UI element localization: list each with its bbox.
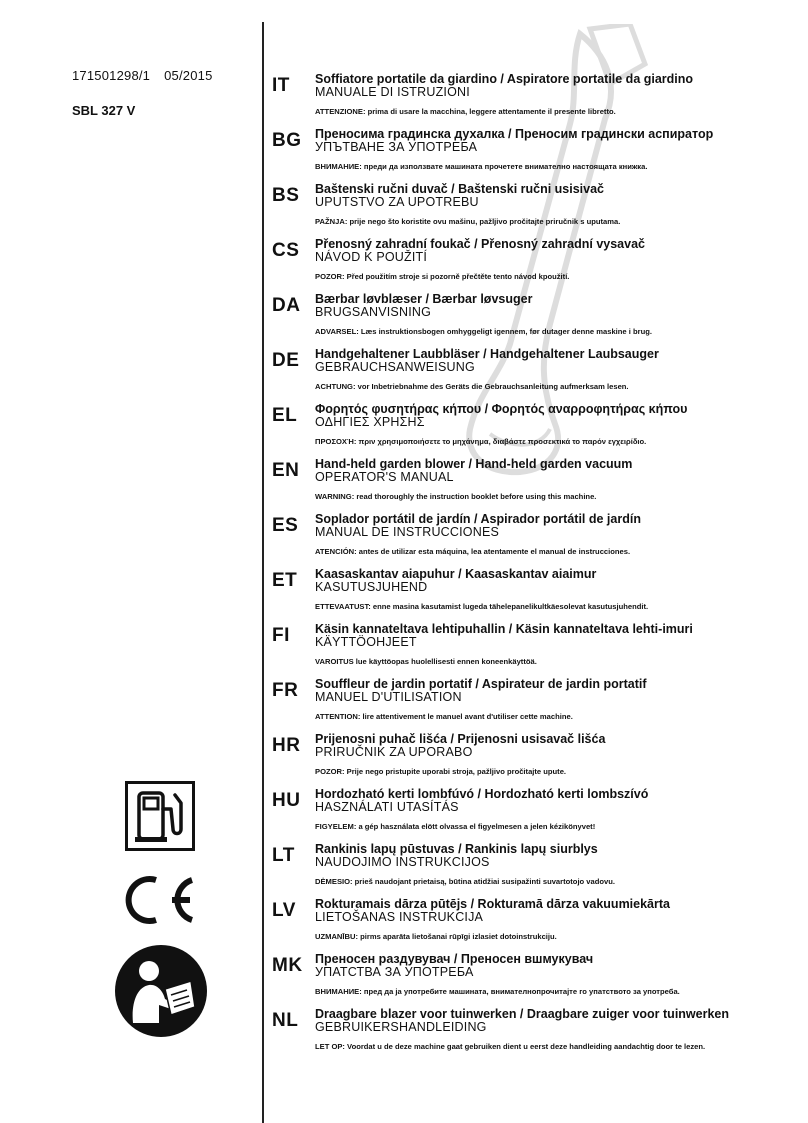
language-warning: ACHTUNG: vor Inbetriebnahme des Geräts die Gebrauchsanleitung aufmerksam lesen.: [315, 382, 629, 391]
language-title: Kaasaskantav aiapuhur / Kaasaskantav aiaimur: [315, 567, 597, 581]
language-warning: ATTENTION: lire attentivement le manuel avant d'utiliser cette machine.: [315, 712, 573, 721]
language-code: EL: [272, 405, 298, 426]
language-block-lt: [272, 843, 742, 888]
language-code: FI: [272, 625, 290, 646]
language-subtitle: УПЪТВАНЕ ЗА УПОТРЕБА: [315, 140, 478, 154]
language-block-de: [272, 348, 742, 393]
language-code: DE: [272, 350, 300, 371]
language-block-bg: [272, 128, 742, 173]
language-subtitle: MANUALE DI ISTRUZIONI: [315, 85, 470, 99]
language-subtitle: PRIRUČNIK ZA UPORABO: [315, 745, 473, 759]
read-manual-icon: [113, 943, 209, 1039]
language-code: EN: [272, 460, 300, 481]
language-block-el: [272, 403, 742, 448]
language-title: Soplador portátil de jardín / Aspirador portátil de jardín: [315, 512, 641, 526]
language-subtitle: BRUGSANVISNING: [315, 305, 432, 319]
language-subtitle: LIETOŠANAS INSTRUKCIJA: [315, 910, 484, 924]
language-code: ET: [272, 570, 298, 591]
ce-mark-icon: [124, 874, 198, 926]
language-subtitle: KÄYTTÖOHJEET: [315, 635, 417, 649]
language-code: BG: [272, 130, 302, 151]
language-warning: POZOR: Před použitím stroje si pozorně přečtěte tento návod kpoužití.: [315, 272, 570, 281]
language-title: Rankinis lapų pūstuvas / Rankinis lapų siurblys: [315, 842, 598, 856]
language-subtitle: OPERATOR'S MANUAL: [315, 470, 454, 484]
language-warning: PAŽNJA: prije nego što koristite ovu mašinu, pažljivo pročitajte priručnik s uputama.: [315, 217, 621, 226]
language-subtitle: NÁVOD K POUŽITÍ: [315, 250, 428, 264]
language-block-mk: [272, 953, 742, 998]
vertical-divider: [262, 22, 264, 1123]
language-code: ES: [272, 515, 299, 536]
language-warning: ΠΡΟΣΟΧΉ: πριν χρησιμοποιήσετε το μηχάνημα, διαβάστε προσεκτικά το παρόν εγχειρίδιο.: [315, 437, 647, 446]
language-block-bs: [272, 183, 742, 228]
language-block-hr: [272, 733, 742, 778]
language-title: Baštenski ručni duvač / Baštenski ručni usisivač: [315, 182, 605, 196]
language-code: HU: [272, 790, 301, 811]
language-subtitle: KASUTUSJUHEND: [315, 580, 428, 594]
language-warning: WARNING: read thoroughly the instruction booklet before using this machine.: [315, 492, 597, 501]
language-block-et: [272, 568, 742, 613]
language-warning: ВНИМАНИЕ: пред да ја употребите машината, внимателнопрочитајте го упатството за употреба.: [315, 987, 680, 996]
language-list: [272, 73, 742, 1063]
language-block-da: [272, 293, 742, 338]
language-code: CS: [272, 240, 300, 261]
language-block-fr: [272, 678, 742, 723]
language-title: Hand-held garden blower / Hand-held garden vacuum: [315, 457, 633, 471]
language-warning: ATTENZIONE: prima di usare la macchina, leggere attentamente il presente libretto.: [315, 107, 616, 116]
document-number: 171501298/1: [72, 68, 151, 83]
language-subtitle: UPUTSTVO ZA UPOTREBU: [315, 195, 479, 209]
language-subtitle: HASZNÁLATI UTASÍTÁS: [315, 800, 459, 814]
language-title: Přenosný zahradní foukač / Přenosný zahradní vysavač: [315, 237, 645, 251]
language-block-it: [272, 73, 742, 118]
language-code: LT: [272, 845, 295, 866]
language-subtitle: GEBRUIKERSHANDLEIDING: [315, 1020, 487, 1034]
document-code: [72, 68, 213, 83]
language-subtitle: NAUDOJIMO INSTRUKCIJOS: [315, 855, 490, 869]
language-title: Rokturamais dārza pūtējs / Rokturamā dārza vakuumiekārta: [315, 897, 670, 911]
language-code: HR: [272, 735, 301, 756]
language-subtitle: ΟΔΗΓΙΕΣ ΧΡΗΣΗΣ: [315, 415, 425, 429]
language-code: MK: [272, 955, 303, 976]
language-title: Soffiatore portatile da giardino / Aspiratore portatile da giardino: [315, 72, 694, 86]
language-block-fi: [272, 623, 742, 668]
language-title: Φορητός φυσητήρας κήπου / Φορητός αναρροφητήρας κήπου: [315, 402, 688, 416]
language-code: FR: [272, 680, 299, 701]
language-title: Bærbar løvblæser / Bærbar løvsuger: [315, 292, 533, 306]
language-warning: VAROITUS lue käyttöopas huolellisesti ennen koneenkäyttöä.: [315, 657, 537, 666]
language-warning: ВНИМАНИЕ: преди да използвате машината прочетете внимателно настоящата книжка.: [315, 162, 648, 171]
language-code: LV: [272, 900, 296, 921]
language-subtitle: УПАТСТВА ЗА УПОТРЕБА: [315, 965, 474, 979]
language-warning: FIGYELEM: a gép használata elött olvassa el figyelmesen a jelen kézikönyvet!: [315, 822, 596, 831]
language-warning: ETTEVAATUST: enne masina kasutamist lugeda tähelepanelikultkäesolevat kasutusjuhendit.: [315, 602, 649, 611]
language-warning: LET OP: Voordat u de deze machine gaat gebruiken dient u eerst deze handleiding aandachtig door te lezen.: [315, 1042, 706, 1051]
language-title: Пренoсен раздувувач / Преносен вшмукувач: [315, 952, 594, 966]
language-code: BS: [272, 185, 300, 206]
language-title: Prijenosni puhač lišća / Prijenosni usisavač lišća: [315, 732, 606, 746]
language-subtitle: GEBRAUCHSANWEISUNG: [315, 360, 475, 374]
language-warning: POZOR: Prije nego pristupite uporabi stroja, pažljivo pročitajte upute.: [315, 767, 567, 776]
language-warning: UZMANĪBU: pirms aparāta lietošanai rūpīgi izlasiet dotoinstrukciju.: [315, 932, 557, 941]
model-name: SBL 327 V: [72, 103, 136, 118]
language-block-cs: [272, 238, 742, 283]
language-block-es: [272, 513, 742, 558]
language-subtitle: MANUAL DE INSTRUCCIONES: [315, 525, 500, 539]
language-title: Käsin kannateltava lehtipuhallin / Käsin kannateltava lehti-imuri: [315, 622, 693, 636]
language-warning: ATENCIÓN: antes de utilizar esta máquina, lea atentamente el manual de instrucciones.: [315, 547, 631, 556]
language-code: IT: [272, 75, 290, 96]
language-title: Hordozható kerti lombfúvó / Hordozható kerti lombszívó: [315, 787, 649, 801]
language-code: DA: [272, 295, 301, 316]
language-block-nl: [272, 1008, 742, 1053]
fuel-pump-icon: [125, 781, 195, 851]
language-block-hu: [272, 788, 742, 833]
language-title: Преносима градинска духалка / Преносим градински аспиратор: [315, 127, 714, 141]
language-subtitle: MANUEL D'UTILISATION: [315, 690, 462, 704]
language-title: Souffleur de jardin portatif / Aspirateur de jardin portatif: [315, 677, 647, 691]
language-title: Draagbare blazer voor tuinwerken / Draagbare zuiger voor tuinwerken: [315, 1007, 730, 1021]
language-block-lv: [272, 898, 742, 943]
language-title: Handgehaltener Laubbläser / Handgehaltener Laubsauger: [315, 347, 659, 361]
document-date: 05/2015: [164, 68, 213, 83]
language-warning: ADVARSEL: Læs instruktionsbogen omhyggeligt igennem, før dutager denne maskine i brug.: [315, 327, 652, 336]
language-warning: DĖMESIO: prieš naudojant prietaisą, būtina atidžiai susipažinti suvartotojo vadovu.: [315, 877, 616, 886]
language-block-en: [272, 458, 742, 503]
language-code: NL: [272, 1010, 299, 1031]
